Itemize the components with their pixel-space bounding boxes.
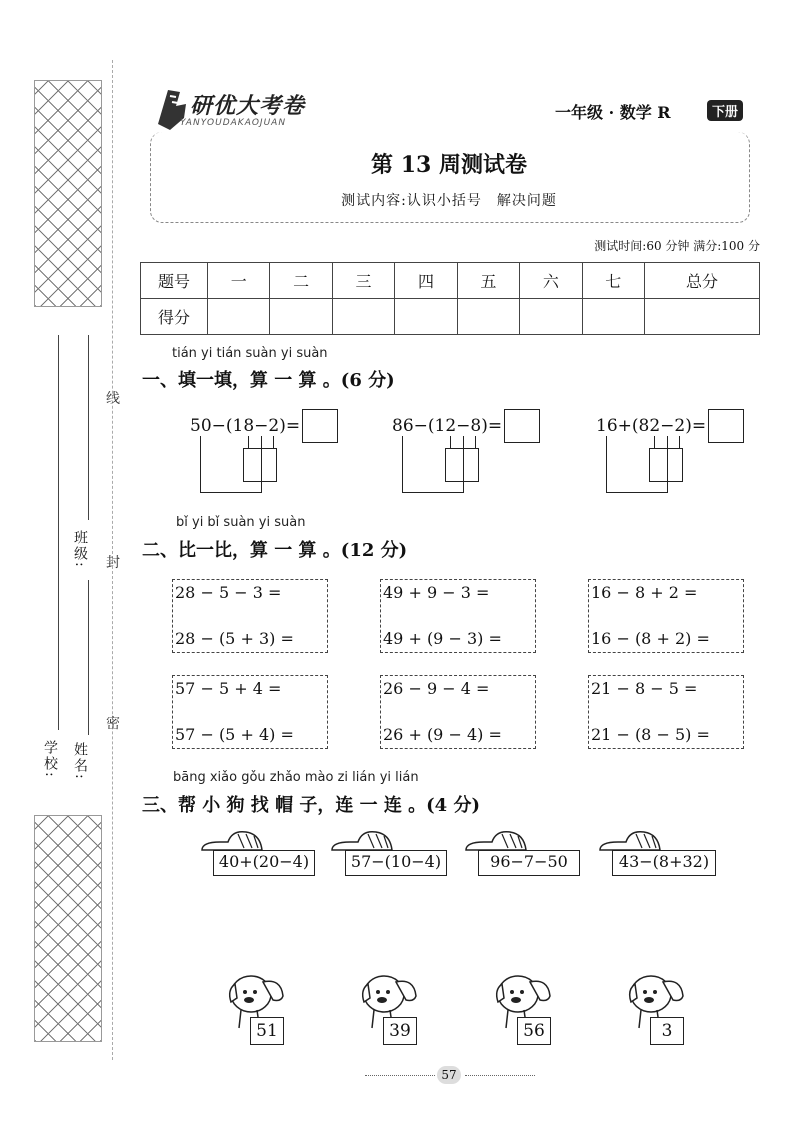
table-cell: 三 [332, 263, 394, 299]
answer-box[interactable] [708, 409, 744, 443]
table-cell: 二 [270, 263, 332, 299]
section3-title: 三、帮 小 狗 找 帽 子，连 一 连 。(4 分) [142, 795, 480, 816]
table-row [141, 299, 760, 335]
binding-pattern-top [34, 80, 102, 307]
score-table [140, 262, 760, 335]
score-input-cell[interactable] [520, 299, 582, 335]
test-time-info: 测试时间:60 分钟 满分:100 分 [594, 239, 760, 253]
binding-pattern-bottom [34, 815, 102, 1042]
binding-mark-feng: 封 [106, 555, 120, 571]
compare-expression: 21 − (8 − 5) = [591, 725, 710, 744]
page-number-rule-left [365, 1075, 435, 1076]
compare-expression: 57 − 5 + 4 = [175, 679, 282, 698]
compare-expression: 16 − (8 + 2) = [591, 629, 710, 648]
section2-pinyin: bǐ yi bǐ suàn yi suàn [176, 515, 306, 530]
section1-pinyin: tián yi tián suàn yi suàn [172, 346, 328, 361]
hat-expression-card[interactable]: 96−7−50 [478, 850, 580, 876]
logo-subtitle: YANYOUDAKAOJUAN [180, 118, 287, 128]
bracket-line [200, 436, 262, 493]
dog-number-card[interactable]: 39 [383, 1017, 417, 1045]
compare-expression: 28 − (5 + 3) = [175, 629, 294, 648]
page-title: 第 13 周测试卷 [371, 152, 527, 178]
compare-expression: 57 − (5 + 4) = [175, 725, 294, 744]
page-number-rule-right [465, 1075, 535, 1076]
section1-title: 一、填一填，算 一 算 。(6 分) [142, 370, 395, 391]
bracket-line [606, 436, 668, 493]
score-input-cell[interactable] [644, 299, 759, 335]
compare-expression: 21 − 8 − 5 = [591, 679, 698, 698]
school-label: 学校: [42, 740, 58, 779]
table-cell: 四 [395, 263, 457, 299]
grade-subject: 一年级 · 数学 R [555, 103, 671, 122]
hat-expression-card[interactable]: 40+(20−4) [213, 850, 315, 876]
hat-expression-card[interactable]: 43−(8+32) [612, 850, 716, 876]
score-input-cell[interactable] [208, 299, 270, 335]
table-cell: 一 [208, 263, 270, 299]
fill-expression: 86−(12−8)= [392, 416, 503, 436]
score-input-cell[interactable] [270, 299, 332, 335]
bracket-line [402, 436, 464, 493]
school-field[interactable] [58, 335, 59, 730]
name-label: 姓名: [72, 742, 88, 781]
compare-expression: 26 − 9 − 4 = [383, 679, 490, 698]
dog-number-card[interactable]: 3 [650, 1017, 684, 1045]
binding-mark-xian: 线 [106, 391, 120, 407]
fill-expression: 50−(18−2)= [190, 416, 301, 436]
class-label: 班级: [72, 530, 88, 569]
table-cell: 六 [520, 263, 582, 299]
dog-number-card[interactable]: 51 [250, 1017, 284, 1045]
answer-box[interactable] [504, 409, 540, 443]
score-input-cell[interactable] [582, 299, 644, 335]
table-cell: 五 [457, 263, 519, 299]
dog-number-card[interactable]: 56 [517, 1017, 551, 1045]
compare-expression: 49 + 9 − 3 = [383, 583, 490, 602]
table-cell: 题号 [141, 263, 208, 299]
test-content: 测试内容:认识小括号 解决问题 [341, 193, 557, 209]
section2-title: 二、比一比，算 一 算 。(12 分) [142, 540, 408, 561]
table-cell: 总分 [644, 263, 759, 299]
logo-text: 研优大考卷 [190, 94, 306, 119]
compare-expression: 16 − 8 + 2 = [591, 583, 698, 602]
compare-expression: 26 + (9 − 4) = [383, 725, 502, 744]
page-number: 57 [437, 1066, 461, 1084]
compare-expression: 28 − 5 − 3 = [175, 583, 282, 602]
compare-expression: 49 + (9 − 3) = [383, 629, 502, 648]
volume-badge: 下册 [707, 100, 743, 121]
table-row [141, 263, 760, 299]
answer-box[interactable] [302, 409, 338, 443]
table-cell: 得分 [141, 299, 208, 335]
name-field[interactable] [88, 580, 89, 735]
fill-expression: 16+(82−2)= [596, 416, 707, 436]
table-cell: 七 [582, 263, 644, 299]
score-input-cell[interactable] [395, 299, 457, 335]
score-input-cell[interactable] [332, 299, 394, 335]
score-input-cell[interactable] [457, 299, 519, 335]
section3-pinyin: bāng xiǎo gǒu zhǎo mào zi lián yi lián [173, 770, 419, 785]
hat-expression-card[interactable]: 57−(10−4) [345, 850, 447, 876]
binding-mark-mi: 密 [106, 716, 120, 732]
class-field[interactable] [88, 335, 89, 520]
